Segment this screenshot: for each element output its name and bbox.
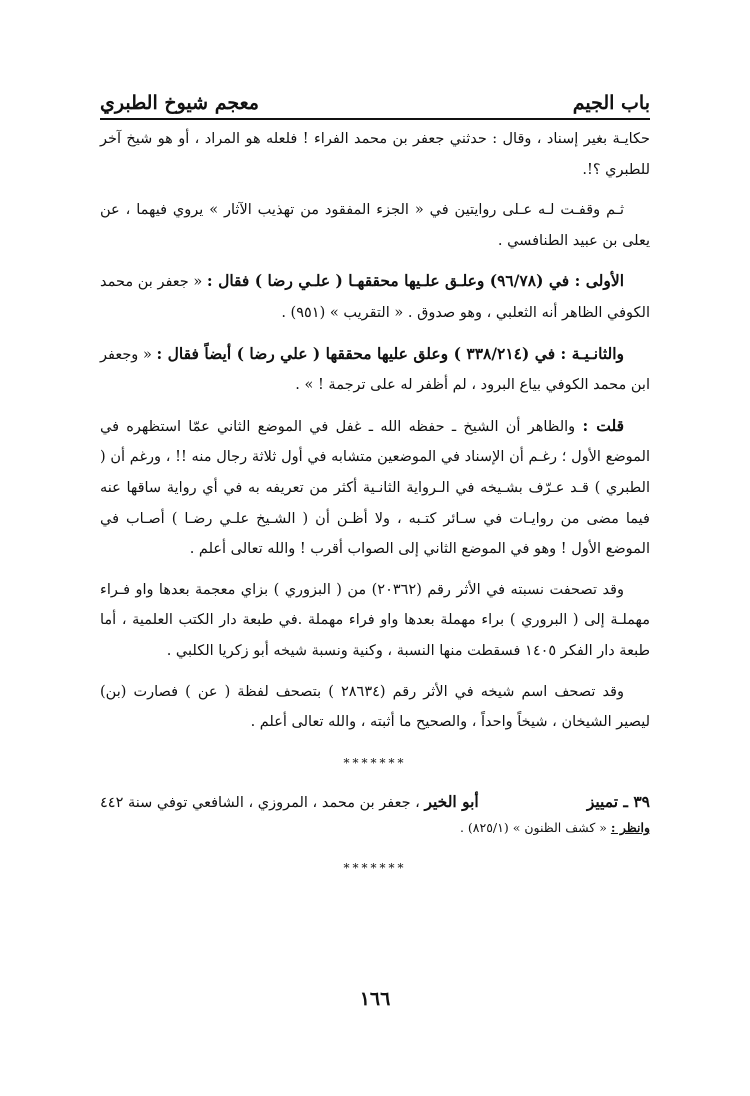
entry-name [100, 788, 479, 817]
entry-details: ، جعفر بن محمد ، المروزي ، الشافعي توفي سنة ٤٤٢ [100, 795, 420, 812]
section-separator: ******* [343, 755, 407, 770]
second-narration-label: والثانـيـة : في (٣٣٨/٢١٤ ) وعلق عليها محققها ( علي رضا ) أيضاً فقال : [156, 343, 625, 363]
see-label: وانظر : [610, 820, 650, 836]
paragraph-2: ثـم وقفـت لـه عـلى روايتين في « الجزء المفقود من تهذيب الآثار » يروي فيهما ، عن يعلى بن عبيد الطنافسي . [100, 202, 650, 249]
first-narration-text: « جعفر بن محمد الكوفي الظاهر أنه الثعلبي ، وهو صدوق . « التقريب » (٩٥١) . [100, 274, 650, 321]
second-narration-text: « وجعفر ابن محمد الكوفي بياع البرود ، لم أظفر له على ترجمة ! » . [100, 346, 650, 394]
paragraph-1: حكايـة بغير إسناد ، وقال : حدثني جعفر بن محمد الفراء ! فلعله هو المراد ، أو هو شيخ آخر للطبري ؟!. [100, 131, 650, 178]
header-divider [100, 118, 650, 120]
page-number: ١٦٦ [359, 988, 391, 1010]
chapter-title: باب الجيم [572, 92, 650, 114]
paragraph-5 [100, 411, 650, 565]
entry-reference [100, 817, 650, 839]
entry-kunya: أبو الخير [424, 792, 479, 812]
paragraph-7: وقد تصحف اسم شيخه في الأثر رقم (٢٨٦٣٤ ) بتصحف لفظة ( عن ) فصارت (بن) ليصير الشيخان ، شيخاً واحداً ، والصحيح ما أثبته ، والله تعالى أعلم . [100, 683, 650, 731]
entry-number: ٣٩ ـ تمييز [586, 792, 650, 812]
section-separator-2: ******* [343, 861, 407, 876]
body-text [100, 124, 650, 894]
paragraph-6: وقد تصحفت نسبته في الأثر رقم (٢٠٣٦٢) من ( البزوري ) بزاي معجمة بعدها واو فـراء مهملـة إلى ( البروري ) براء مهملة بعدها واو فراء مهملة .في طبعة دار الكتب العلمية ، أما طبعة دار الفكر ١٤٠٥ فسقطت منها النسبة ، وكنية ونسبة شيخه أبو زكريا الكلبي . [100, 581, 650, 659]
comment-text: والظاهر أن الشيخ ـ حفظه الله ـ غفل في الموضع الثاني عمّا استظهره في الموضع الأول ؛ رغـم أن الإسناد في الموضعين متشابه في أول ثلاثة رجال منه !! ، ورغم أن ( الطبري ) قـد عـرّف بشـيخه في الـرواية الثانـية أكثر من تعريفه به في أي رواية ساقها عنه فيما مضى من روايـات في سـائر كتـبه ، ولا أظـن أن ( الشـيخ علـي رضـا ) أصـاب في الموضع الأول ! وهو في الموضع الثاني إلى الصواب أقرب ! والله تعالى أعلم . [100, 418, 650, 558]
comment-label: قلت : [582, 415, 624, 435]
book-title: معجم شيوخ الطبري [100, 92, 259, 114]
running-header [100, 78, 650, 114]
first-narration-label: الأولى : في (٩٦/٧٨) وعلـق علـيها محققهـا ( علـي رضا ) فقال : [206, 271, 625, 291]
paragraph-4 [100, 339, 650, 401]
see-reference: « كشف الظنون » (٨٢٥/١) . [459, 820, 607, 836]
paragraph-3 [100, 266, 650, 328]
entry-39 [100, 788, 650, 817]
